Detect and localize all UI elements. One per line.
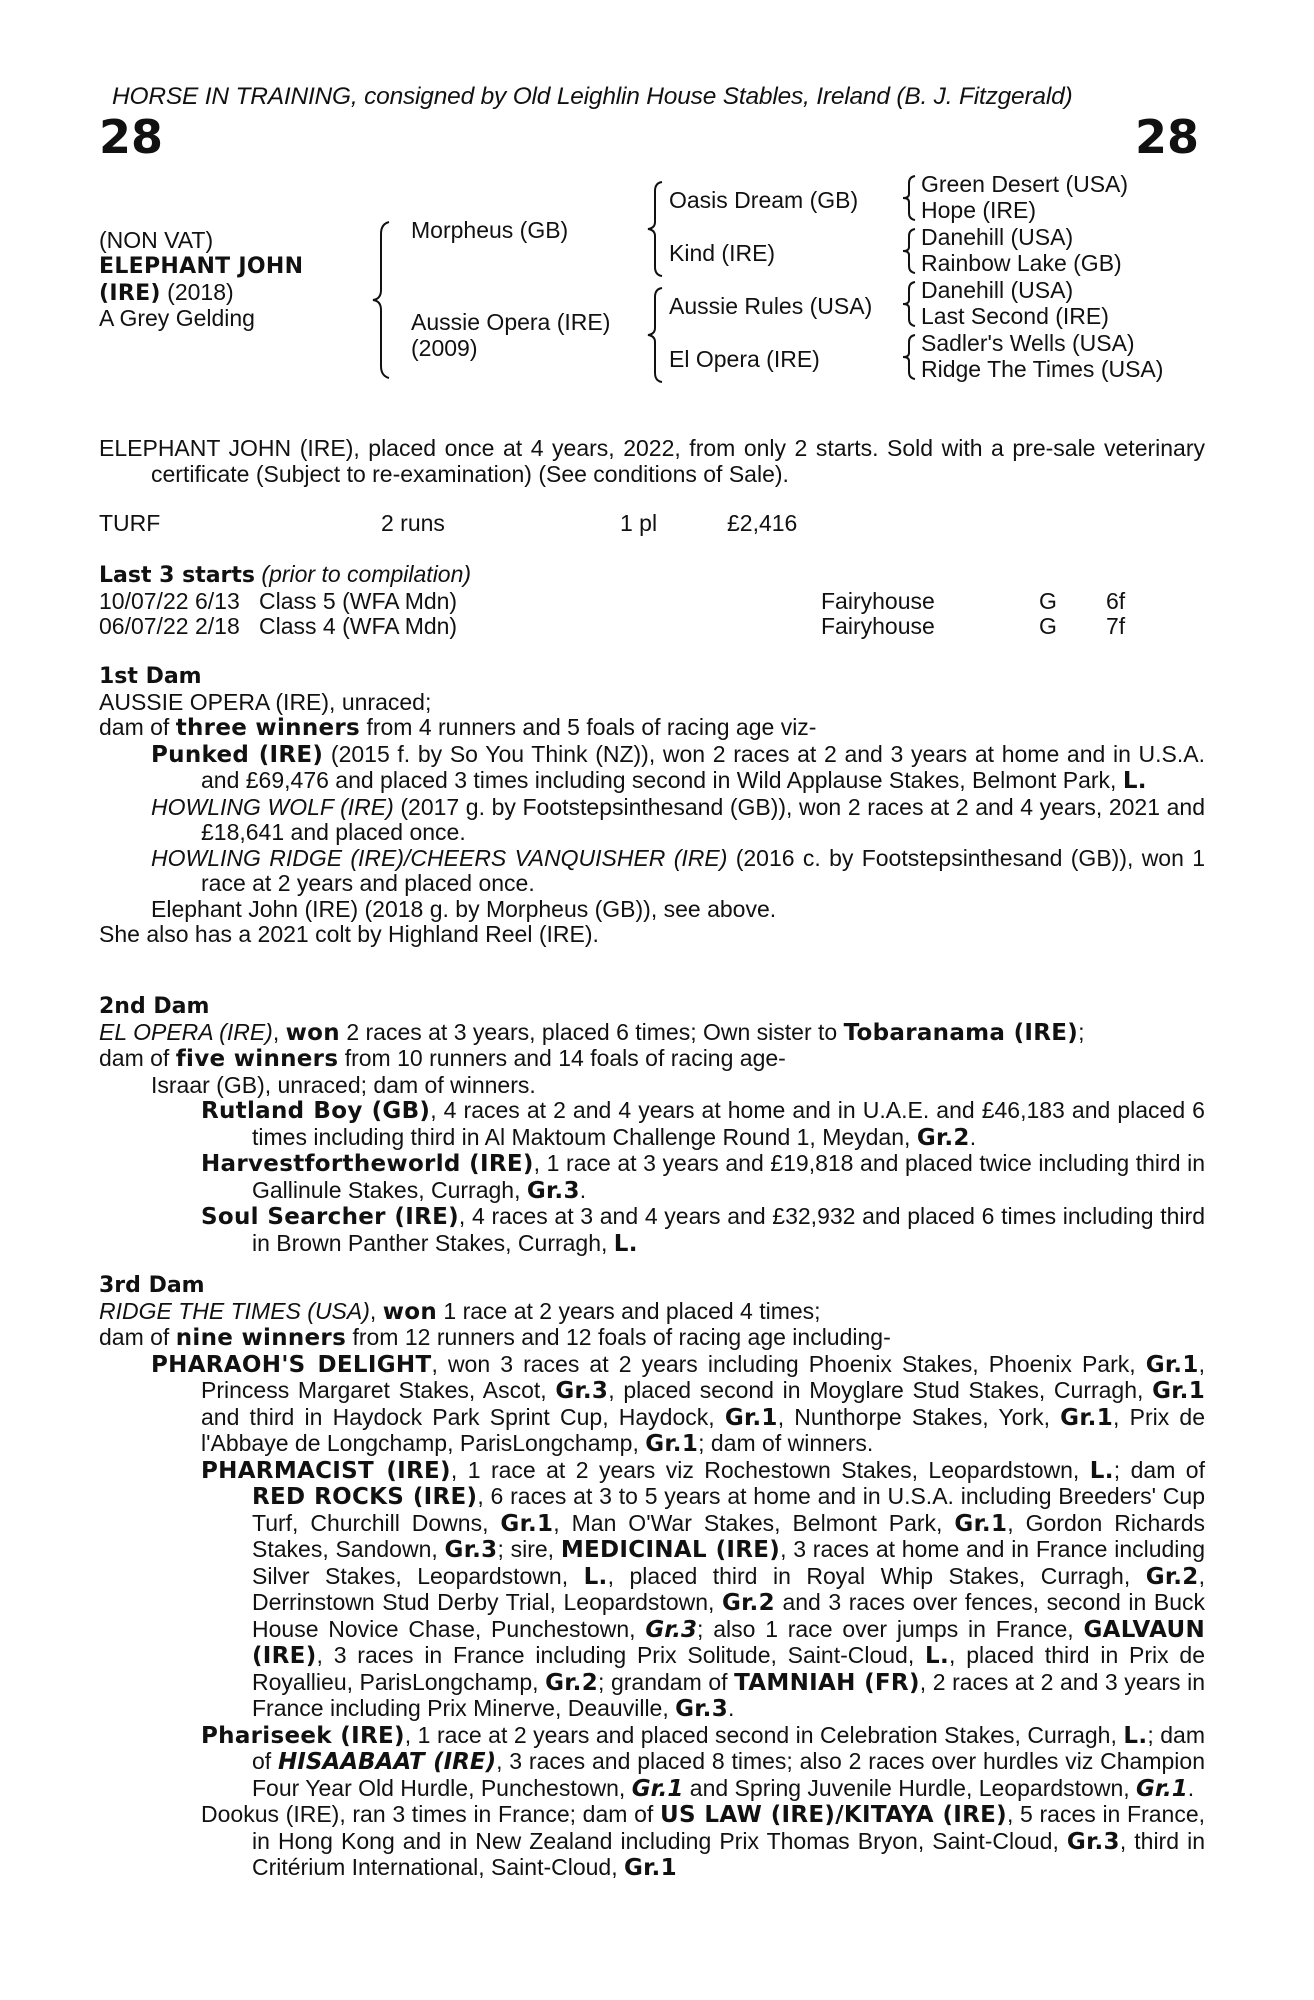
text-run: ; dam of [1113, 1456, 1205, 1483]
italic-text-run: HOWLING WOLF (IRE) [151, 793, 394, 820]
bold-text-run: won [285, 1019, 340, 1046]
bold-text-run: Gr.1 [954, 1510, 1008, 1537]
grandsire-paternal: Oasis Dream (GB) [669, 187, 859, 213]
text-run: Israar (GB), unraced; dam of winners. [151, 1071, 536, 1098]
text-run: ; [1078, 1018, 1085, 1045]
bold-text-run: Gr.2 [1145, 1563, 1199, 1590]
text-run: , 1 race at 2 years viz Rochestown Stakes, Leopardstown, [450, 1456, 1090, 1483]
bold-text-run: L. [583, 1563, 608, 1590]
text-run: and third in Haydock Park Sprint Cup, Haydock, [201, 1403, 725, 1430]
horse-name-line2 [99, 280, 234, 307]
bold-text-run: Tobaranama (IRE) [843, 1019, 1079, 1046]
bold-text-run: HISAABAAT (IRE) [278, 1749, 497, 1775]
text-run: and 3 races over fences, second in Buck House Novice Chase, Punchestown, [252, 1589, 1205, 1642]
bold-text-run: L. [1123, 1722, 1148, 1749]
text-run: from 12 runners and 12 foals of racing age including- [346, 1324, 891, 1350]
pedigree-paragraph [99, 897, 1205, 923]
text-run: , [369, 1297, 383, 1324]
text-run: . [1187, 1774, 1195, 1801]
bold-text-run: L. [1089, 1457, 1114, 1484]
text-run: (2015 f. by So You Think (NZ)), won 2 races at 2 and 3 years at home and in U.S.A. and £69,476 and placed 3 times including second in Wild Applause Stakes, Belmont Park, [201, 740, 1205, 793]
ggparent: Hope (IRE) [921, 197, 1037, 223]
text-run: 1 race at 2 years and placed 4 times; [437, 1297, 821, 1324]
text-run: She also has a 2021 colt by Highland Reel (IRE). [99, 921, 599, 947]
pedigree-paragraph [99, 1073, 1205, 1099]
sire-dam-brace-icon [369, 220, 393, 380]
record-surface: TURF [99, 510, 161, 536]
text-run: ; dam of winners. [698, 1430, 874, 1456]
bold-text-run: L. [1122, 768, 1147, 794]
ggparent: Last Second (IRE) [921, 303, 1109, 329]
pedigree-paragraph [99, 846, 1205, 897]
start-going: G [1039, 587, 1057, 614]
bold-text-run: Gr.2 [721, 1590, 775, 1616]
record-placed: 1 pl [620, 510, 658, 536]
ggparent: Green Desert (USA) [921, 171, 1129, 197]
pedigree-table [99, 168, 1219, 398]
text-run: . [728, 1695, 735, 1721]
sire-line-brace-icon [644, 180, 666, 278]
bold-text-run: Gr.3 [675, 1696, 729, 1722]
bold-text-run: Gr.3 [1066, 1828, 1120, 1855]
pedigree-paragraph [99, 742, 1205, 795]
text-run: Dookus (IRE), ran 3 times in France; dam of [201, 1801, 660, 1827]
bold-text-run: Gr.1 [1152, 1378, 1205, 1404]
pedigree-paragraph [99, 1458, 1205, 1723]
horse-description: A Grey Gelding [99, 305, 255, 331]
pedigree-paragraph [99, 922, 1205, 948]
last-starts [99, 562, 1205, 640]
bold-text-run: Rutland Boy (GB) [201, 1098, 431, 1124]
bold-text-run: Harvestfortheworld (IRE) [201, 1151, 534, 1177]
text-run: , Derrinstown Stud Derby Trial, Leopardstown, [252, 1562, 1205, 1615]
pedigree-paragraph [99, 1802, 1205, 1882]
last-starts-title: Last 3 starts [99, 563, 256, 588]
text-run: , placed third in Royal Whip Stakes, Curragh, [607, 1562, 1146, 1589]
bold-text-run: GALVAUN (IRE) [252, 1616, 1205, 1669]
bold-text-run: Gr.1 [645, 1431, 699, 1457]
text-run: 2 races at 3 years, placed 6 times; Own sister to [339, 1018, 844, 1045]
text-run: ; also 1 race over jumps in France, [697, 1615, 1084, 1642]
text-run: , 4 races at 2 and 4 years at home and in U.A.E. and £46,183 and placed 6 times including third in Al Maktoum Challenge Round 1, Meydan, [252, 1097, 1205, 1150]
text-run: (2017 g. by Footstepsinthesand (GB)), won 2 races at 2 and 4 years, 2021 and £18,641 and placed once. [201, 793, 1205, 845]
text-run: , [272, 1018, 286, 1045]
bold-text-run: Gr.1 [1145, 1351, 1199, 1378]
lot-number-left: 28 [99, 110, 164, 164]
text-run: from 10 runners and 14 foals of racing age- [338, 1045, 786, 1071]
section-heading: 1st Dam [99, 664, 202, 689]
italic-text-run: EL OPERA (IRE) [99, 1018, 273, 1045]
dam-line-brace-icon [644, 286, 666, 384]
bold-text-run: L. [613, 1230, 638, 1257]
pedigree-paragraph [99, 690, 1205, 716]
text-run: . [579, 1176, 587, 1203]
pedigree-paragraph [99, 1098, 1205, 1151]
text-run: , 3 races at home and in France including Silver Stakes, Leopardstown, [252, 1536, 1205, 1589]
text-run: (2016 c. by Footstepsinthesand (GB)), won 1 race at 2 years and placed once. [201, 844, 1205, 896]
ggparent: Sadler's Wells (USA) [921, 330, 1135, 356]
text-run: , third in Critérium International, Saint-Cloud, [252, 1827, 1205, 1880]
pedigree-paragraph [99, 1046, 1205, 1073]
sire: Morpheus (GB) [411, 217, 569, 243]
bold-text-run: three winners [175, 715, 361, 741]
text-run: , 4 races at 3 and 4 years and £32,932 and placed 6 times including third in Brown Panther Stakes, Curragh, [252, 1203, 1205, 1256]
start-dist: 6f [1106, 587, 1126, 614]
pedigree-paragraph [99, 715, 1205, 742]
start-race: Class 4 (WFA Mdn) [259, 613, 458, 639]
section-heading: 2nd Dam [99, 994, 210, 1019]
text-run: , 1 race at 3 years and £19,818 and placed twice including third in Gallinule Stakes, Curragh, [252, 1150, 1205, 1203]
dam-year: (2009) [411, 335, 478, 361]
italic-text-run: HOWLING RIDGE (IRE)/CHEERS VANQUISHER (IRE) [151, 844, 728, 871]
lot-number-right: 28 [1134, 110, 1199, 164]
start-going: G [1039, 613, 1057, 639]
grandsire-maternal: Aussie Rules (USA) [669, 293, 873, 319]
bold-text-run: Gr.3 [555, 1378, 609, 1404]
ggparent: Ridge The Times (USA) [921, 356, 1164, 382]
bold-text-run: Gr.1 [500, 1510, 554, 1537]
bold-text-run: PHARMACIST (IRE) [201, 1457, 451, 1484]
record-earnings: £2,416 [727, 510, 798, 536]
text-run: Elephant John (IRE) (2018 g. by Morpheus (GB)), see above. [151, 895, 777, 922]
race-record [99, 511, 1205, 537]
text-run: ; grandam of [598, 1668, 735, 1695]
bold-text-run: Gr.1 [1060, 1404, 1114, 1431]
text-run: , 6 races at 3 to 5 years at home and in U.S.A. including Breeders' Cup Turf, Churchill Downs, [252, 1483, 1205, 1536]
pedigree-paragraph [99, 795, 1205, 846]
italic-text-run: RIDGE THE TIMES (USA) [99, 1297, 370, 1324]
brace-icon [899, 280, 919, 328]
bold-text-run: Gr.3 [645, 1616, 698, 1643]
ggparent: Danehill (USA) [921, 224, 1074, 250]
bold-text-run: five winners [175, 1046, 339, 1072]
bold-text-run: Gr.3 [444, 1537, 498, 1563]
start-date: 06/07/22 [99, 613, 189, 639]
bold-text-run: MEDICINAL (IRE) [560, 1537, 781, 1563]
bold-text-run: Phariseek (IRE) [201, 1722, 405, 1749]
bold-text-run: Gr.2 [545, 1669, 599, 1696]
granddam-paternal: Kind (IRE) [669, 240, 776, 266]
record-runs: 2 runs [381, 510, 445, 536]
summary-text: ELEPHANT JOHN (IRE), placed once at 4 years, 2022, from only 2 starts. Sold with a pre-sale veterinary certificate (Subject to re-examination) (See conditions of Sale). [99, 435, 1205, 487]
text-run: dam of [99, 1324, 176, 1350]
granddam-maternal: El Opera (IRE) [669, 346, 820, 372]
pedigree-paragraph [99, 1299, 1205, 1326]
brace-icon [899, 227, 919, 275]
text-run: and Spring Juvenile Hurdle, Leopardstown, [683, 1774, 1137, 1801]
text-run: , Princess Margaret Stakes, Ascot, [201, 1350, 1206, 1403]
text-run: ; sire, [497, 1536, 561, 1562]
pedigree-paragraph [99, 1204, 1205, 1257]
text-run: , 1 race at 2 years and placed second in Celebration Stakes, Curragh, [404, 1721, 1124, 1748]
start-course: Fairyhouse [821, 613, 935, 639]
start-race: Class 5 (WFA Mdn) [259, 587, 458, 614]
horse-name: ELEPHANT JOHN [99, 254, 304, 279]
pedigree-paragraph [99, 1020, 1205, 1047]
text-run: , 3 races and placed 8 times; also 2 races over hurdles viz Champion Four Year Old Hurdle, Punchestown, [252, 1748, 1205, 1801]
bold-text-run: Punked (IRE) [151, 741, 324, 768]
text-run: , won 3 races at 2 years including Phoenix Stakes, Phoenix Park, [431, 1350, 1146, 1377]
bold-text-run: Gr.1 [631, 1775, 684, 1802]
second-dam-section [99, 994, 1205, 1257]
start-date: 10/07/22 [99, 587, 189, 614]
text-run: , 3 races in France including Prix Solitude, Saint-Cloud, [316, 1642, 926, 1668]
horse-year: (2018) [160, 279, 234, 305]
text-run: , placed third in Prix de Royallieu, ParisLongchamp, [252, 1642, 1206, 1695]
bold-text-run: Gr.2 [916, 1124, 970, 1151]
horse-country: (IRE) [99, 281, 161, 306]
text-run: from 4 runners and 5 foals of racing age viz- [360, 714, 817, 740]
brace-icon [899, 333, 919, 381]
start-dist: 7f [1106, 613, 1126, 639]
text-run: , placed second in Moyglare Stud Stakes, Curragh, [608, 1377, 1153, 1403]
text-run: AUSSIE OPERA (IRE), unraced; [99, 688, 432, 715]
bold-text-run: Soul Searcher (IRE) [201, 1204, 459, 1230]
text-run: dam of [99, 1045, 176, 1071]
text-run: , Prix de l'Abbaye de Longchamp, ParisLongchamp, [201, 1403, 1205, 1456]
first-dam-section [99, 664, 1205, 948]
ggparent: Rainbow Lake (GB) [921, 250, 1122, 276]
consignment-header: HORSE IN TRAINING, consigned by Old Leighlin House Stables, Ireland (B. J. Fitzgerald) [112, 83, 1073, 110]
start-row [99, 614, 1205, 640]
text-run: , 5 races in France, in Hong Kong and in New Zealand including Prix Thomas Bryon, Saint-Cloud, [252, 1801, 1206, 1854]
pedigree-paragraph [99, 1325, 1205, 1352]
bold-text-run: RED ROCKS (IRE) [252, 1484, 478, 1510]
bold-text-run: Gr.3 [526, 1177, 580, 1204]
text-run: , Man O'War Stakes, Belmont Park, [553, 1509, 955, 1536]
pedigree-paragraph [99, 1151, 1205, 1204]
bold-text-run: nine winners [175, 1325, 347, 1351]
ggparent: Danehill (USA) [921, 277, 1074, 303]
last-starts-heading [99, 562, 1205, 589]
bold-text-run: Gr.1 [624, 1855, 677, 1881]
text-run: , Nunthorpe Stakes, York, [777, 1403, 1061, 1430]
pedigree-paragraph [99, 1723, 1205, 1803]
text-run: ; dam of [252, 1721, 1205, 1774]
start-pos: 2/18 [195, 613, 240, 639]
section-heading: 3rd Dam [99, 1273, 205, 1298]
dam: Aussie Opera (IRE) [411, 309, 611, 335]
start-row [99, 589, 1205, 615]
start-pos: 6/13 [195, 587, 240, 614]
bold-text-run: TAMNIAH (FR) [734, 1669, 920, 1696]
start-course: Fairyhouse [821, 587, 935, 614]
text-run: . [969, 1123, 977, 1150]
bold-text-run: Gr.1 [1136, 1775, 1188, 1802]
text-run: , Gordon Richards Stakes, Sandown, [252, 1509, 1206, 1562]
bold-text-run: US LAW (IRE)/KITAYA (IRE) [659, 1802, 1007, 1828]
vat-status: (NON VAT) [99, 227, 214, 253]
race-summary [99, 436, 1205, 487]
pedigree-paragraph [99, 1352, 1205, 1458]
bold-text-run: PHARAOH'S DELIGHT [151, 1351, 432, 1378]
text-run: dam of [99, 714, 176, 740]
bold-text-run: won [382, 1298, 438, 1325]
brace-icon [899, 174, 919, 222]
bold-text-run: Gr.1 [724, 1404, 778, 1431]
last-starts-note: (prior to compilation) [255, 561, 472, 587]
text-run: , 2 races at 2 and 3 years in France including Prix Minerve, Deauville, [252, 1668, 1206, 1721]
third-dam-section [99, 1273, 1205, 1882]
bold-text-run: L. [925, 1643, 950, 1669]
